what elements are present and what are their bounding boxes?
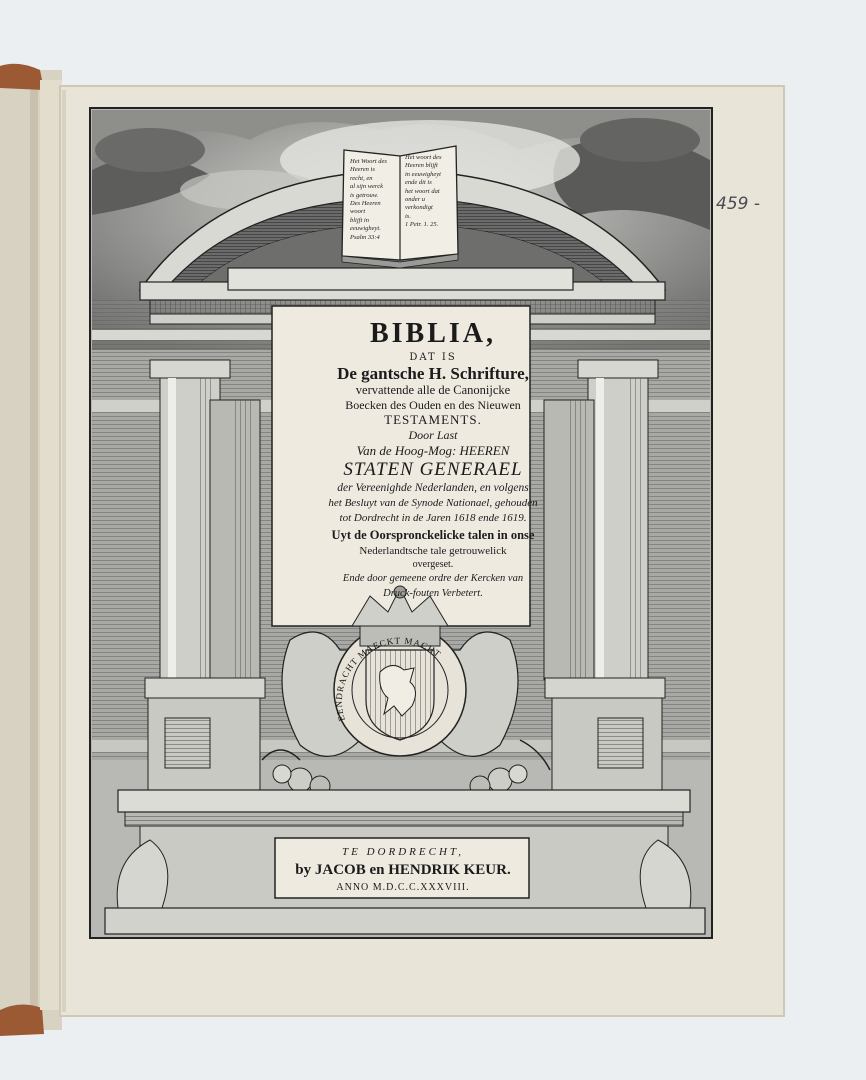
dat-is: DAT IS bbox=[409, 352, 457, 363]
subtitle-line-11: Uyt de Oorspronckelicke talen in onse bbox=[331, 528, 535, 542]
subtitle-line-4: TESTAMENTS. bbox=[384, 412, 482, 427]
imprint-year: ANNO M.D.C.C.XXXVIII. bbox=[336, 882, 470, 893]
subtitle-line-2: vervattende alle de Canonijcke bbox=[355, 383, 511, 397]
open-book-right-text: Het woort des Heeren blijft in eeuwigheyt ende dit is het woort dat onder u verkondigt is. 1 Petr. 1. 25. bbox=[405, 154, 442, 229]
subtitle-line-15: Druck-fouten Verbetert. bbox=[383, 588, 483, 599]
subtitle-line-12: Nederlandtsche tale getrouwelick bbox=[359, 545, 507, 557]
handwritten-note: 459 - bbox=[716, 194, 760, 214]
imprint-printer: by JACOB en HENDRIK KEUR. bbox=[295, 862, 511, 878]
subtitle-line-10: tot Dordrecht in de Jaren 1618 ende 1619. bbox=[339, 512, 527, 524]
subtitle-line-7: STATEN GENERAEL bbox=[343, 459, 523, 480]
subtitle-line-8: der Vereenighde Nederlanden, en volgens bbox=[337, 482, 529, 494]
title: BIBLIA, bbox=[369, 318, 497, 349]
subtitle-line-9: het Besluyt van de Synode Nationael, gehouden bbox=[328, 497, 538, 509]
subtitle-line-13: overgeset. bbox=[412, 559, 454, 570]
subtitle-line-1: De gantsche H. Schrifture, bbox=[337, 364, 529, 383]
subtitle-line-14: Ende door gemeene ordre der Kercken van bbox=[342, 573, 524, 584]
subtitle-line-6: Van de Hoog-Mog: HEEREN bbox=[356, 443, 510, 458]
open-book-left-text: Het Woort des Heeren is recht, en al sijn werck is getrouw. Des Heeren woort blijft in eeuwigheyt. Psalm 33:4 bbox=[350, 158, 387, 241]
motto-text: EENDRACHT MAECKT MACHT bbox=[333, 635, 444, 723]
subtitle-line-5: Door Last bbox=[408, 428, 458, 442]
imprint-place: TE DORDRECHT, bbox=[342, 846, 464, 858]
subtitle-line-3: Boecken des Ouden en des Nieuwen bbox=[345, 398, 521, 412]
